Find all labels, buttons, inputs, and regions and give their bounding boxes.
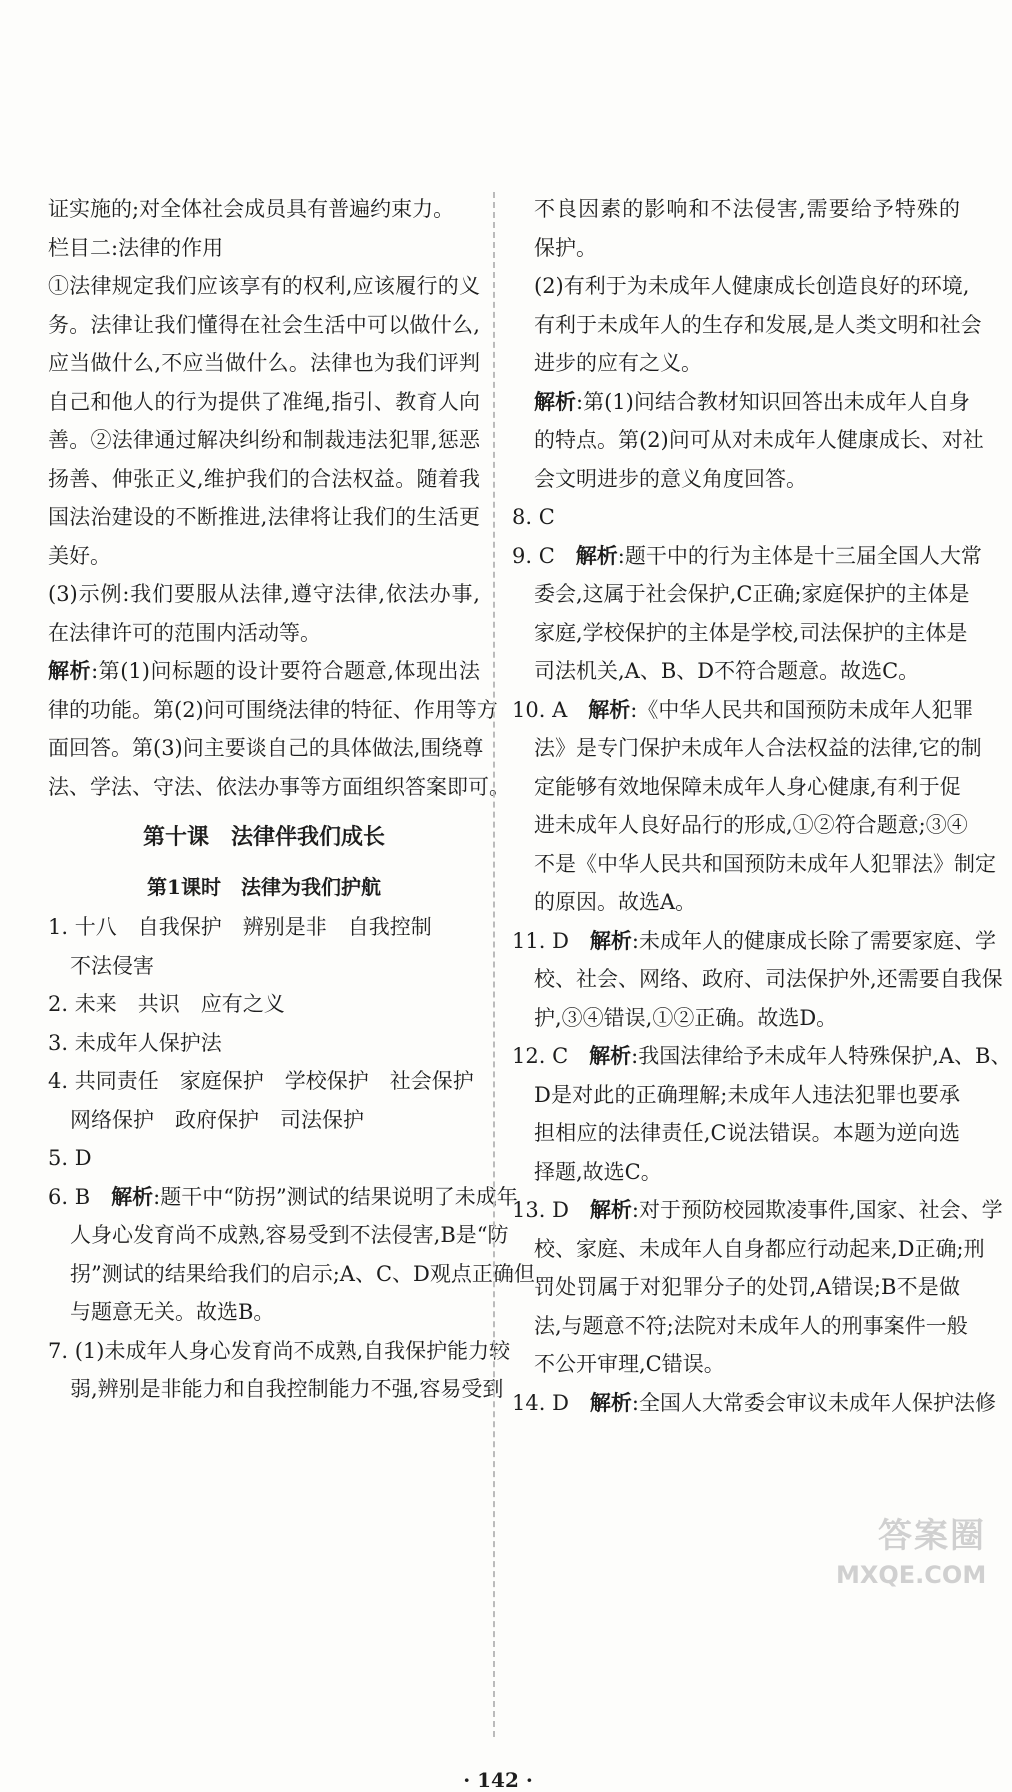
line-text: 美好。 (48, 543, 111, 568)
line-text: 不公开审理,C错误。 (534, 1352, 725, 1376)
text-line (48, 1024, 480, 1063)
line-text: 4. 共同责任 家庭保护 学校保护 社会保护 (48, 1069, 474, 1093)
period-heading: 第1课时 法律为我们护航 (147, 875, 381, 899)
text-line (48, 768, 510, 807)
text-line (512, 768, 960, 807)
analysis-label: 解析 (534, 388, 576, 414)
line-text: 务。法律让我们懂得在社会生活中可以做什么, (48, 312, 480, 337)
page-number: · 142 · (463, 1768, 533, 1792)
text-line (48, 229, 480, 268)
line-text: 自己和他人的行为提供了准绳,指引、教育人向 (48, 389, 480, 414)
text-line (48, 1216, 509, 1255)
line-text: :我国法律给予未成年人特殊保护,A、B、 (631, 1044, 1012, 1068)
text-line (512, 344, 960, 383)
line-text: 证实施的;对全体社会成员具有普遍约束力。 (48, 197, 455, 221)
text-line (48, 267, 480, 306)
line-text: 弱,辨别是非能力和自我控制能力不强,容易受到 (70, 1377, 504, 1401)
text-line (48, 1062, 480, 1101)
text-line (48, 575, 480, 614)
right-column (512, 190, 1012, 1422)
analysis-label: 解析 (575, 542, 618, 568)
line-text: 2. 未来 共识 应有之义 (48, 992, 285, 1016)
text-line (512, 729, 982, 768)
line-text: 7. (1)未成年人身心发育尚不成熟,自我保护能力较 (48, 1338, 511, 1363)
text-line (512, 999, 960, 1038)
line-text: 校、社会、网络、政府、司法保护外,还需要自我保 (534, 967, 1003, 991)
watermark-logo (836, 1508, 986, 1594)
line-text: 10. A (512, 697, 589, 722)
line-text: 8. C (512, 505, 555, 529)
text-line (512, 421, 984, 460)
text-line (512, 1307, 968, 1346)
line-text: 面回答。第(3)问主要谈自己的具体做法,围绕尊 (48, 736, 484, 760)
text-line (512, 460, 960, 499)
text-line (512, 1153, 960, 1192)
line-text: 不法侵害 (70, 953, 154, 978)
line-text: 善。②法律通过解决纠纷和制裁违法犯罪,惩恶 (48, 428, 480, 452)
text-line (512, 190, 960, 229)
line-text: 3. 未成年人保护法 (48, 1030, 222, 1055)
text-line (48, 1178, 518, 1217)
text-line (48, 1370, 504, 1409)
text-line (48, 1101, 480, 1140)
text-line (512, 1345, 960, 1384)
line-text: 人身心发育尚不成熟,容易受到不法侵害,B是“防 (70, 1223, 509, 1247)
line-text: 14. D (512, 1390, 590, 1415)
text-line (512, 1230, 985, 1269)
text-line (512, 498, 960, 537)
text-line (48, 1332, 511, 1371)
line-text: :未成年人的健康成长除了需要家庭、学 (631, 928, 996, 953)
text-line (48, 383, 480, 422)
analysis-label: 解析 (589, 1043, 632, 1068)
text-line (512, 1191, 1003, 1230)
line-text: 法》是专门保护未成年人合法权益的法律,它的制 (534, 736, 982, 760)
line-text: 法,与题意不符;法院对未成年人的刑事案件一般 (534, 1313, 968, 1338)
line-text: 的原因。故选A。 (534, 890, 697, 914)
line-text: :全国人大常委会审议未成年人保护法修 (631, 1390, 996, 1415)
text-line (512, 922, 996, 961)
text-line (48, 190, 480, 229)
text-line (48, 344, 480, 383)
text-line (48, 908, 480, 947)
text-line (512, 1037, 1012, 1076)
text-line (48, 947, 480, 986)
analysis-label: 解析 (111, 1183, 154, 1209)
text-line (512, 575, 970, 614)
line-text: :第(1)问结合教材知识回答出未成年人自身 (576, 389, 970, 414)
line-text: (2)有利于为未成年人健康成长创造良好的环境, (534, 274, 970, 298)
text-line (512, 883, 960, 922)
line-text: 应当做什么,不应当做什么。法律也为我们评判 (48, 351, 480, 375)
line-text: 保护。 (534, 235, 597, 260)
text-line (512, 960, 1003, 999)
text-line (48, 306, 480, 345)
text-line (512, 652, 960, 691)
text-line (48, 421, 480, 460)
analysis-label: 解析 (48, 658, 92, 683)
text-line (512, 1114, 960, 1153)
text-line (512, 267, 970, 306)
line-text: 会文明进步的意义角度回答。 (534, 466, 807, 491)
text-line (512, 383, 970, 422)
line-text: 1. 十八 自我保护 辨别是非 自我控制 (48, 915, 432, 939)
line-text: 13. D (512, 1198, 590, 1222)
text-line (512, 537, 982, 576)
line-text: 择题,故选C。 (534, 1159, 662, 1184)
line-text: 护,③④错误,①②正确。故选D。 (534, 1005, 838, 1030)
text-line (48, 652, 480, 691)
line-text: 律的功能。第(2)问可围绕法律的特征、作用等方 (48, 697, 498, 722)
analysis-label: 解析 (589, 1389, 632, 1415)
text-line (512, 229, 960, 268)
line-text: 拐”测试的结果给我们的启示;A、C、D观点正确但 (70, 1261, 535, 1286)
line-text: 不是《中华人民共和国预防未成年人犯罪法》制定 (534, 851, 996, 876)
line-text: 在法律许可的范围内活动等。 (48, 620, 321, 645)
line-text: :题干中“防拐”测试的结果说明了未成年 (153, 1184, 518, 1209)
watermark-url: MXQE.COM (836, 1561, 987, 1589)
line-text: 的特点。第(2)问可从对未成年人健康成长、对社 (534, 428, 984, 452)
column-divider (493, 192, 495, 1737)
line-text: 11. D (512, 928, 590, 953)
line-text: :对于预防校园欺凌事件,国家、社会、学 (631, 1198, 1003, 1222)
line-text: :题干中的行为主体是十三届全国人大常 (617, 543, 982, 568)
line-text: 委会,这属于社会保护,C正确;家庭保护的主体是 (534, 582, 970, 606)
text-line (512, 845, 996, 884)
text-line (512, 691, 974, 730)
text-line (48, 1255, 535, 1294)
text-line (48, 691, 498, 730)
text-line (48, 460, 480, 499)
line-text: 有利于未成年人的生存和发展,是人类文明和社会 (534, 312, 982, 337)
text-line (48, 1139, 480, 1178)
analysis-label: 解析 (588, 696, 631, 722)
text-line (512, 1268, 960, 1307)
line-text: 担相应的法律责任,C说法错误。本题为逆向选 (534, 1121, 960, 1145)
line-text: :《中华人民共和国预防未成年人犯罪 (630, 697, 974, 722)
line-text: 12. C (512, 1044, 590, 1068)
text-line (48, 985, 480, 1024)
text-line (48, 537, 480, 576)
line-text: 不良因素的影响和不法侵害,需要给予特殊的 (534, 197, 960, 221)
text-line (512, 306, 982, 345)
line-text: 司法机关,A、B、D不符合题意。故选C。 (534, 659, 920, 683)
line-text: 进未成年人良好品行的形成,①②符合题意;③④ (534, 813, 968, 837)
line-text: 5. D (48, 1146, 92, 1170)
line-text: 家庭,学校保护的主体是学校,司法保护的主体是 (534, 620, 968, 645)
line-text: 进步的应有之义。 (534, 351, 702, 375)
line-text: 扬善、伸张正义,维护我们的合法权益。随着我 (48, 466, 480, 491)
text-line (512, 806, 968, 845)
line-text: 校、家庭、未成年人自身都应行动起来,D正确;刑 (534, 1236, 985, 1261)
text-line (512, 1384, 996, 1423)
line-text: 罚处罚属于对犯罪分子的处罚,A错误;B不是做 (534, 1275, 960, 1299)
line-text: :第(1)问标题的设计要符合题意,体现出法 (91, 659, 481, 683)
line-text: 栏目二:法律的作用 (48, 235, 224, 260)
lesson-heading: 第十课 法律伴我们成长 (142, 824, 385, 850)
line-text: 网络保护 政府保护 司法保护 (70, 1107, 364, 1132)
analysis-label: 解析 (589, 927, 632, 953)
line-text: (3)示例:我们要服从法律,遵守法律,依法办事, (48, 582, 480, 606)
line-text: ①法律规定我们应该享有的权利,应该履行的义 (48, 274, 480, 298)
text-line (512, 614, 968, 653)
text-line (48, 729, 484, 768)
line-text: 国法治建设的不断推进,法律将让我们的生活更 (48, 505, 480, 529)
line-text: 6. B (48, 1184, 112, 1209)
text-line (48, 498, 480, 537)
watermark-logo-text: 答案圈 (878, 1516, 986, 1556)
line-text: 定能够有效地保障未成年人身心健康,有利于促 (534, 774, 961, 799)
line-text: 法、学法、守法、依法办事等方面组织答案即可。 (48, 774, 510, 799)
text-line (48, 614, 480, 653)
text-line (512, 1076, 960, 1115)
line-text: 9. C (512, 543, 576, 568)
line-text: 与题意无关。故选B。 (70, 1300, 275, 1324)
line-text: D是对此的正确理解;未成年人违法犯罪也要承 (534, 1082, 960, 1107)
analysis-label: 解析 (589, 1197, 632, 1222)
text-line (48, 1293, 480, 1332)
